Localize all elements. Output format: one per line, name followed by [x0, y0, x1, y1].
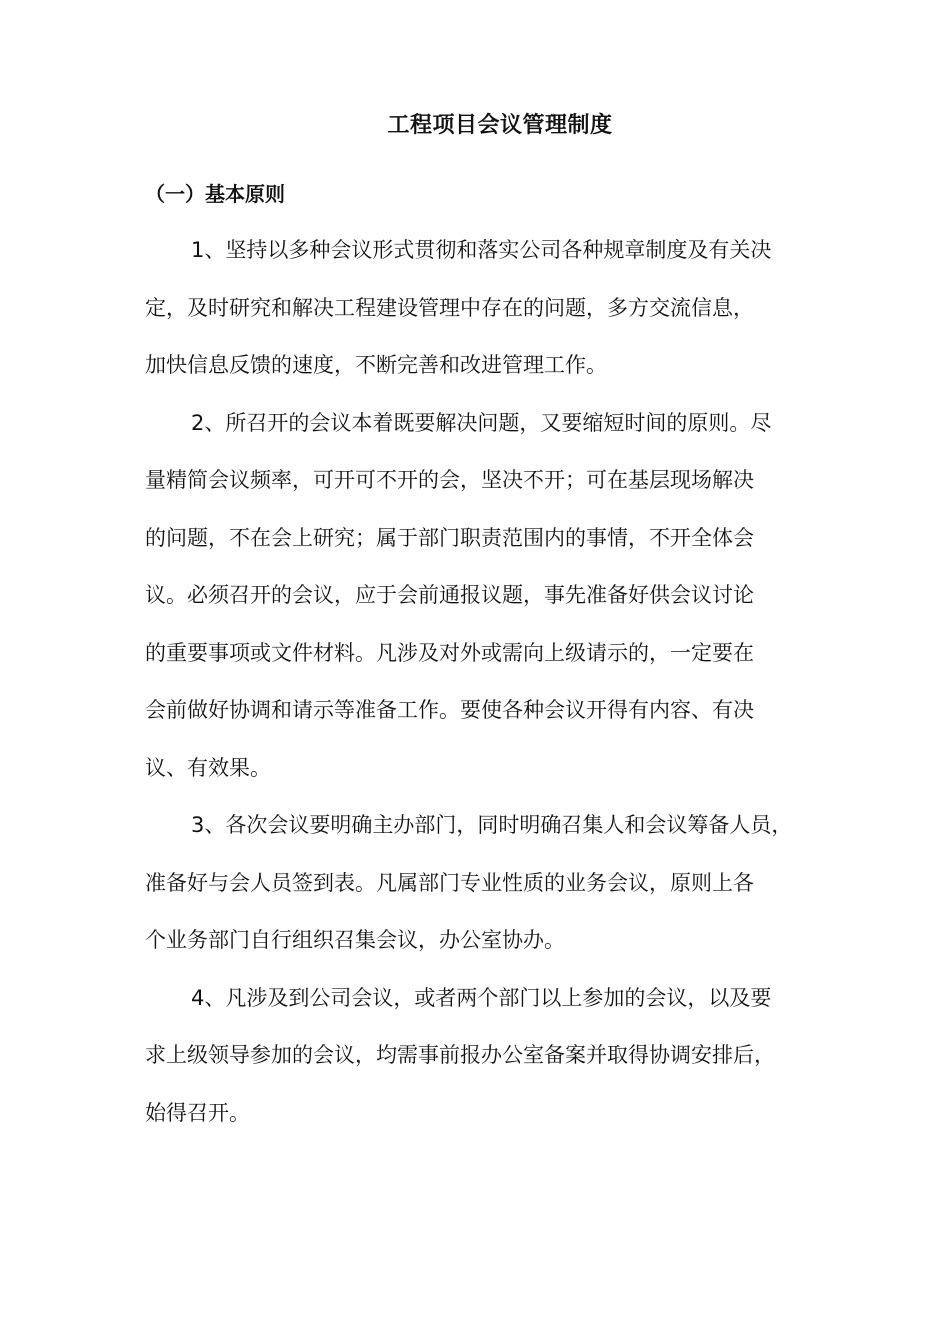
- paragraph-2-line-1: 2、所召开的会议本着既要解决问题，又要缩短时间的原则。尽: [191, 410, 772, 435]
- paragraph-2-line-3: 的问题，不在会上研究；属于部门职责范围内的事情，不开全体会: [145, 525, 754, 550]
- document-title: 工程项目会议管理制度: [387, 113, 613, 138]
- document-body: [145, 232, 835, 1152]
- paragraph-2-line-2: 量精简会议频率，可开可不开的会，坚决不开；可在基层现场解决: [145, 468, 754, 492]
- paragraph-2-line-7: 议、有效果。: [145, 755, 271, 780]
- paragraph-4-line-2: 求上级领导参加的会议，均需事前报办公室备案并取得协调安排后，: [145, 1043, 775, 1067]
- paragraph-3-line-2: 准备好与会人员签到表。凡属部门专业性质的业务会议，原则上各: [145, 870, 754, 895]
- paragraph-1-line-1: 1、坚持以多种会议形式贯彻和落实公司各种规章制度及有关决: [191, 238, 772, 262]
- paragraph-2-line-5: 的重要事项或文件材料。凡涉及对外或需向上级请示的，一定要在: [145, 640, 754, 665]
- paragraph-2-line-4: 议。必须召开的会议，应于会前通报议题，事先准备好供会议讨论: [145, 583, 754, 607]
- paragraph-4-line-1: 4、凡涉及到公司会议，或者两个部门以上参加的会议，以及要: [191, 985, 772, 1010]
- paragraph-1-line-3: 加快信息反馈的速度，不断完善和改进管理工作。: [145, 353, 607, 377]
- paragraph-3-line-3: 个业务部门自行组织召集会议，办公室协办。: [145, 928, 565, 952]
- paragraph-4-line-3: 始得召开。: [145, 1100, 250, 1125]
- paragraph-1-line-2: 定，及时研究和解决工程建设管理中存在的问题，多方交流信息，: [145, 295, 754, 320]
- section-heading: （一）基本原则: [145, 182, 285, 206]
- paragraph-2-line-6: 会前做好协调和请示等准备工作。要使各种会议开得有内容、有决: [145, 698, 754, 722]
- paragraph-3-line-1: 3、各次会议要明确主办部门，同时明确召集人和会议筹备人员，: [191, 813, 793, 837]
